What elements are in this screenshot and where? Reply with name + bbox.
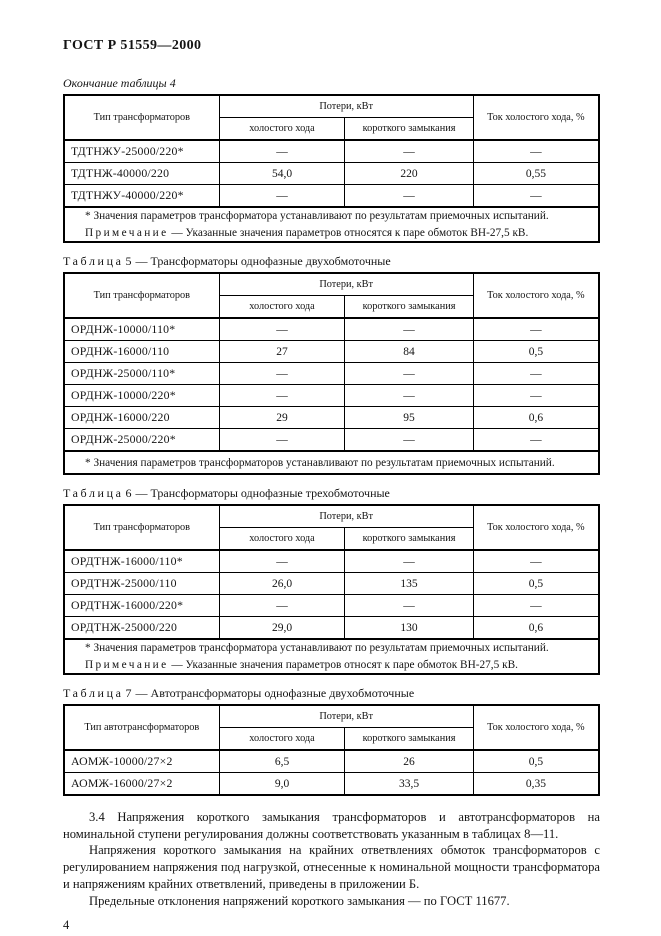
table-row xyxy=(64,363,599,385)
table7-title-word: Таблица xyxy=(63,686,124,700)
short-circuit-loss-value: — xyxy=(345,429,473,452)
table4-col-losses: Потери, кВт xyxy=(219,95,473,118)
table4-col-noload-current: Ток холостого хода, % xyxy=(473,95,599,140)
noload-loss-value: 29,0 xyxy=(219,617,345,640)
transformer-type: ОРДНЖ-10000/110* xyxy=(64,318,219,341)
table-row xyxy=(64,573,599,595)
short-circuit-loss-value: 130 xyxy=(345,617,473,640)
noload-loss-value: 54,0 xyxy=(219,163,345,185)
transformer-type: ОРДТНЖ-25000/220 xyxy=(64,617,219,640)
noload-current-value: — xyxy=(473,185,599,208)
table-row xyxy=(64,185,599,208)
short-circuit-loss-value: 95 xyxy=(345,407,473,429)
short-circuit-loss-value: — xyxy=(345,550,473,573)
table5 xyxy=(63,272,600,475)
table5-title-number: 5 xyxy=(125,254,132,268)
table4-note xyxy=(71,227,592,239)
table6-header xyxy=(64,505,599,550)
table-row xyxy=(64,163,599,185)
table7-col-losses: Потери, кВт xyxy=(219,705,473,728)
noload-current-value: 0,5 xyxy=(473,750,599,773)
noload-loss-value: — xyxy=(219,318,345,341)
table6-col-noload-current: Ток холостого хода, % xyxy=(473,505,599,550)
table6-title-text: — Трансформаторы однофазные трехобмоточные xyxy=(135,486,390,500)
table5-title xyxy=(63,254,600,269)
table6-note xyxy=(71,659,592,671)
table6-title-number: 6 xyxy=(125,486,132,500)
paragraph-annex-b: Напряжения короткого замыкания на крайних ответвлениях обмоток трансформаторов с регулированием напряжения под нагрузкой, отнесенные к номинальной мощности трансформатора и напряжениям крайних ответвлений, приведены в приложении Б. xyxy=(63,843,600,891)
noload-current-value: — xyxy=(473,550,599,573)
noload-current-value: — xyxy=(473,385,599,407)
table-row xyxy=(64,550,599,573)
table5-col-short-circuit-losses: короткого замыкания xyxy=(345,296,473,319)
transformer-type: ТДТНЖ-40000/220 xyxy=(64,163,219,185)
table-row xyxy=(64,595,599,617)
table7-header xyxy=(64,705,599,750)
paragraph-3-4: 3.4 Напряжения короткого замыкания трансформаторов и автотрансформаторов на номинальной ступени регулирования должны соответствовать указанным в таблицах 8—11. xyxy=(63,810,600,841)
table6-col-noload-losses: холостого хода xyxy=(219,528,345,551)
noload-current-value: 0,6 xyxy=(473,407,599,429)
table-row xyxy=(64,407,599,429)
short-circuit-loss-value: — xyxy=(345,595,473,617)
table7-col-type: Тип автотрансформаторов xyxy=(64,705,219,750)
table7-title-text: — Автотрансформаторы однофазные двухобмоточные xyxy=(135,686,415,700)
table-row xyxy=(64,318,599,341)
table-row xyxy=(64,385,599,407)
table5-col-noload-current: Ток холостого хода, % xyxy=(473,273,599,318)
table6-footnote: * Значения параметров трансформатора устанавливают по результатам приемочных испытаний. xyxy=(85,642,549,654)
table6 xyxy=(63,504,600,675)
table4-col-noload-losses: холостого хода xyxy=(219,118,345,141)
noload-current-value: — xyxy=(473,140,599,163)
table5-header xyxy=(64,273,599,318)
table5-col-losses: Потери, кВт xyxy=(219,273,473,296)
table-row xyxy=(64,140,599,163)
table4-footnote: * Значения параметров трансформатора устанавливают по результатам приемочных испытаний. xyxy=(85,210,549,222)
table7 xyxy=(63,704,600,796)
table-row xyxy=(64,750,599,773)
transformer-type: ОРДНЖ-16000/110 xyxy=(64,341,219,363)
noload-current-value: — xyxy=(473,429,599,452)
noload-loss-value: — xyxy=(219,363,345,385)
noload-current-value: 0,5 xyxy=(473,573,599,595)
transformer-type: ТДТНЖУ-25000/220* xyxy=(64,140,219,163)
noload-loss-value: — xyxy=(219,185,345,208)
table4-continuation-caption: Окончание таблицы 4 xyxy=(63,76,176,90)
noload-current-value: 0,35 xyxy=(473,773,599,796)
table5-footnote: * Значения параметров трансформаторов устанавливают по результатам приемочных испытаний. xyxy=(85,456,555,469)
document-title: ГОСТ Р 51559—2000 xyxy=(63,38,202,53)
transformer-type: ОРДНЖ-16000/220 xyxy=(64,407,219,429)
noload-loss-value: — xyxy=(219,595,345,617)
autotransformer-type: АОМЖ-10000/27×2 xyxy=(64,750,219,773)
table4-header xyxy=(64,95,599,140)
table6-title xyxy=(63,486,600,501)
table7-title-number: 7 xyxy=(125,686,132,700)
noload-current-value: — xyxy=(473,595,599,617)
transformer-type: ОРДТНЖ-16000/110* xyxy=(64,550,219,573)
table6-col-type: Тип трансформаторов xyxy=(64,505,219,550)
transformer-type: ОРДТНЖ-16000/220* xyxy=(64,595,219,617)
table5-title-word: Таблица xyxy=(63,254,124,268)
noload-loss-value: — xyxy=(219,385,345,407)
short-circuit-loss-value: — xyxy=(345,363,473,385)
noload-loss-value: 9,0 xyxy=(219,773,345,796)
section-3-4-text xyxy=(63,809,600,909)
table5-title-text: — Трансформаторы однофазные двухобмоточные xyxy=(135,254,391,268)
note-label: Примечание xyxy=(85,659,169,671)
noload-current-value: — xyxy=(473,363,599,385)
transformer-type: ОРДНЖ-10000/220* xyxy=(64,385,219,407)
table-row xyxy=(64,341,599,363)
table-row xyxy=(64,773,599,796)
short-circuit-loss-value: — xyxy=(345,385,473,407)
table5-footnote-row xyxy=(64,451,599,474)
table6-title-word: Таблица xyxy=(63,486,124,500)
table-row xyxy=(64,617,599,640)
table4-footnote-row xyxy=(64,207,599,242)
autotransformer-type: АОМЖ-16000/27×2 xyxy=(64,773,219,796)
short-circuit-loss-value: 33,5 xyxy=(345,773,473,796)
short-circuit-loss-value: 84 xyxy=(345,341,473,363)
table6-col-losses: Потери, кВт xyxy=(219,505,473,528)
note-text: — Указанные значения параметров относятся к паре обмоток ВН-27,5 кВ. xyxy=(171,227,529,239)
short-circuit-loss-value: — xyxy=(345,318,473,341)
short-circuit-loss-value: 26 xyxy=(345,750,473,773)
noload-current-value: 0,55 xyxy=(473,163,599,185)
noload-loss-value: — xyxy=(219,140,345,163)
table7-col-noload-current: Ток холостого хода, % xyxy=(473,705,599,750)
transformer-type: ТДТНЖУ-40000/220* xyxy=(64,185,219,208)
noload-loss-value: — xyxy=(219,550,345,573)
short-circuit-loss-value: 220 xyxy=(345,163,473,185)
transformer-type: ОРДНЖ-25000/220* xyxy=(64,429,219,452)
short-circuit-loss-value: 135 xyxy=(345,573,473,595)
table5-col-type: Тип трансформаторов xyxy=(64,273,219,318)
table4 xyxy=(63,94,600,243)
table4-col-short-circuit-losses: короткого замыкания xyxy=(345,118,473,141)
noload-loss-value: 26,0 xyxy=(219,573,345,595)
table7-col-noload-losses: холостого хода xyxy=(219,728,345,751)
short-circuit-loss-value: — xyxy=(345,185,473,208)
noload-loss-value: 6,5 xyxy=(219,750,345,773)
note-label: Примечание xyxy=(85,227,169,239)
table5-col-noload-losses: холостого хода xyxy=(219,296,345,319)
table4-col-type: Тип трансформаторов xyxy=(64,95,219,140)
note-text: — Указанные значения параметров относят к паре обмоток ВН-27,5 кВ. xyxy=(171,659,518,671)
table7-title xyxy=(63,686,600,701)
table-row xyxy=(64,429,599,452)
transformer-type: ОРДТНЖ-25000/110 xyxy=(64,573,219,595)
table7-col-short-circuit-losses: короткого замыкания xyxy=(345,728,473,751)
noload-loss-value: 29 xyxy=(219,407,345,429)
table6-col-short-circuit-losses: короткого замыкания xyxy=(345,528,473,551)
paragraph-gost-11677: Предельные отклонения напряжений короткого замыкания — по ГОСТ 11677. xyxy=(89,893,510,908)
noload-current-value: 0,6 xyxy=(473,617,599,640)
page-number: 4 xyxy=(63,918,70,933)
noload-loss-value: 27 xyxy=(219,341,345,363)
table6-footnote-row xyxy=(64,639,599,674)
transformer-type: ОРДНЖ-25000/110* xyxy=(64,363,219,385)
noload-loss-value: — xyxy=(219,429,345,452)
noload-current-value: — xyxy=(473,318,599,341)
noload-current-value: 0,5 xyxy=(473,341,599,363)
short-circuit-loss-value: — xyxy=(345,140,473,163)
